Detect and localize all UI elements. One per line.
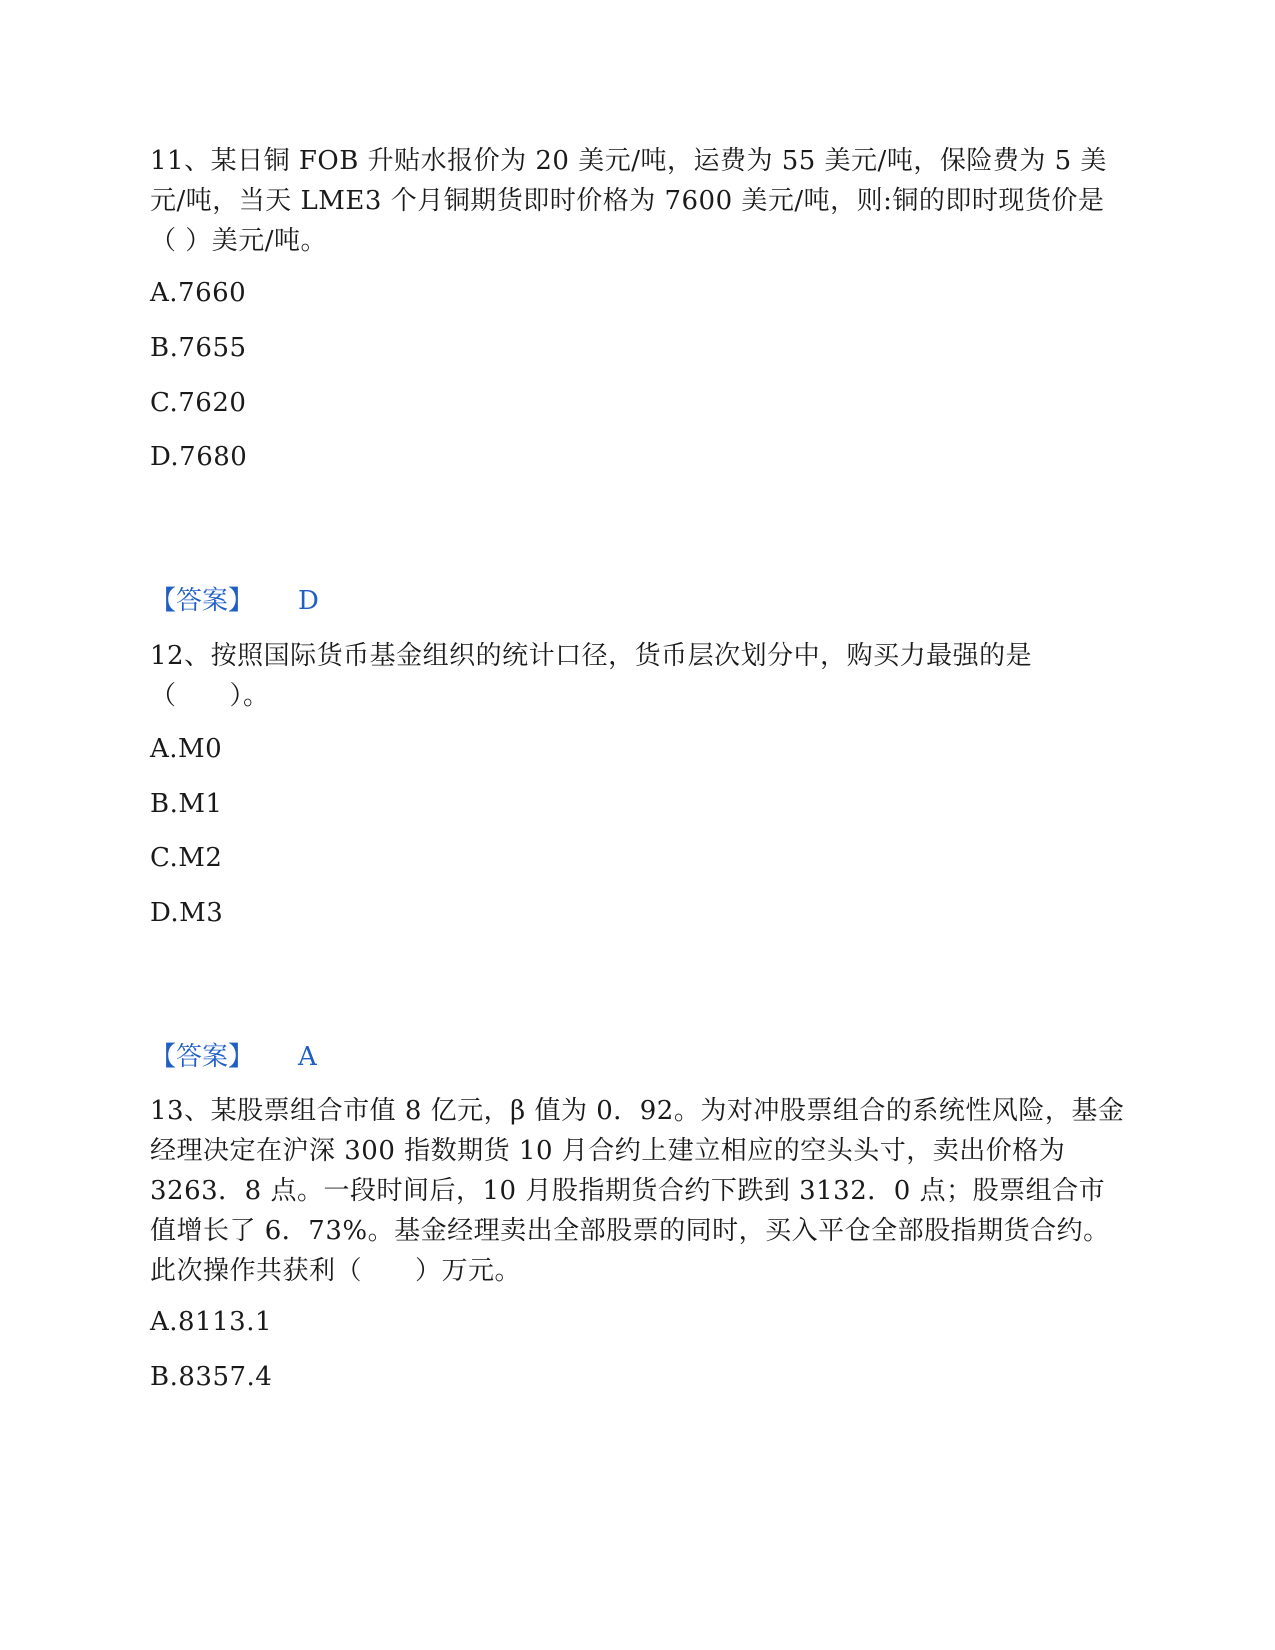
question-11-option-d: D.7680 (150, 442, 248, 472)
question-12-answer (150, 1041, 317, 1073)
answer-label: 【答案】 (150, 1042, 255, 1072)
question-13-option-b: B.8357.4 (150, 1362, 273, 1392)
question-12-option-a: A.M0 (150, 734, 223, 764)
question-11-option-a: A.7660 (150, 278, 247, 308)
question-12-option-b: B.M1 (150, 789, 223, 819)
question-12-option-c: C.M2 (150, 843, 223, 873)
question-11-answer (150, 585, 319, 617)
question-11-option-c: C.7620 (150, 388, 247, 418)
answer-value: D (298, 586, 319, 616)
answer-value: A (298, 1042, 317, 1072)
question-12-stem: 12、按照国际货币基金组织的统计口径，货币层次划分中，购买力最强的是（ ）。 (150, 641, 1033, 711)
question-11-option-b: B.7655 (150, 333, 247, 363)
question-13-stem: 13、某股票组合市值 8 亿元，β 值为 0．92。为对冲股票组合的系统性风险，基金经理决定在沪深 300 指数期货 10 月合约上建立相应的空头头寸，卖出价格为 3263．8 点。一段时间后，10 月股指期货合约下跌到 3132．0 点；股票组合市值增长了 6．73%。基金经理卖出全部股票的同时，买入平仓全部股指期货合约。此次操作共获利（ ）万元。 (150, 1096, 1125, 1286)
question-11-stem: 11、某日铜 FOB 升贴水报价为 20 美元/吨，运费为 55 美元/吨，保险费为 5 美元/吨，当天 LME3 个月铜期货即时价格为 7600 美元/吨，则:铜的即时现货价是（ ）美元/吨。 (150, 146, 1107, 256)
answer-label: 【答案】 (150, 586, 255, 616)
question-13-option-a: A.8113.1 (150, 1307, 273, 1337)
question-12-option-d: D.M3 (150, 898, 224, 928)
